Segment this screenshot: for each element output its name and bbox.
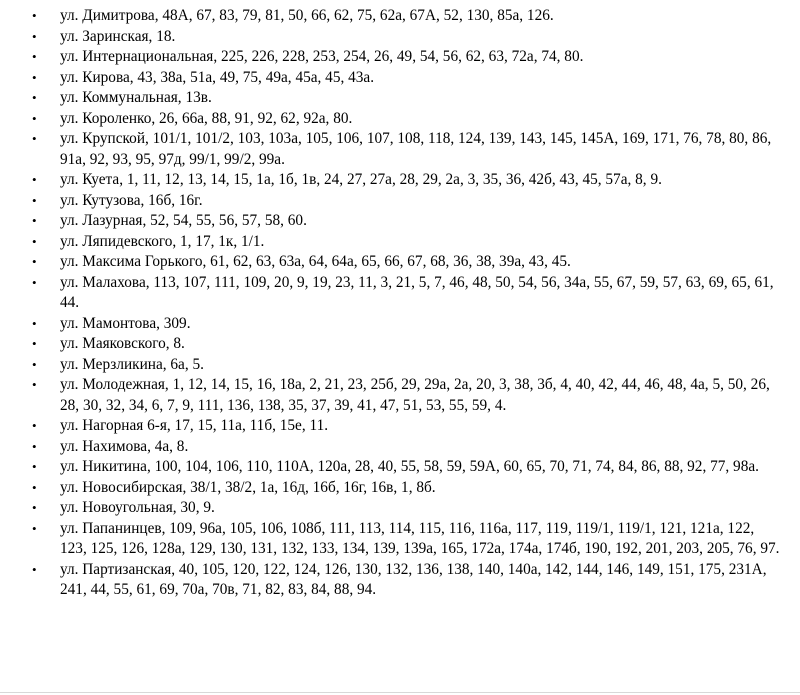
list-item [0, 416, 800, 437]
bullet-icon: • [32, 336, 37, 351]
list-item [0, 129, 800, 170]
street-entry-text: ул. Нахимова, 4а, 8. [60, 437, 189, 455]
street-entry-text: ул. Заринская, 18. [60, 27, 176, 45]
street-entry-text: ул. Куета, 1, 11, 12, 13, 14, 15, 1а, 1б, 1в, 24, 27, 27а, 28, 29, 2а, 3, 35, 36, 42б, 43, 45, 57а, 8, 9. [60, 171, 662, 188]
page-bottom-divider [0, 692, 800, 693]
bullet-icon: • [32, 274, 37, 290]
street-entry-text: ул. Интернациональная, 225, 226, 228, 253, 254, 26, 49, 54, 56, 62, 63, 72а, 74, 80. [60, 48, 584, 65]
street-entry-text: ул. Димитрова, 48А, 67, 83, 79, 81, 50, 66, 62, 75, 62а, 67А, 52, 130, 85а, 126. [60, 7, 554, 24]
list-item [0, 273, 800, 314]
street-entry-text: ул. Ляпидевского, 1, 17, 1к, 1/1. [60, 232, 265, 250]
street-entry-text: ул. Малахова, 113, 107, 111, 109, 20, 9, 19, 23, 11, 3, 21, 5, 7, 46, 48, 50, 54, 56, 34а, 55, 67, 59, 57, 63, 69, 65, 61, 44. [60, 273, 774, 311]
list-item [0, 314, 800, 335]
list-item [0, 437, 800, 458]
bullet-icon: • [32, 561, 37, 577]
street-entry-text: ул. Кирова, 43, 38а, 51а, 49, 75, 49а, 45а, 45, 43а. [60, 68, 375, 86]
bullet-icon: • [32, 438, 37, 454]
bullet-icon: • [32, 418, 37, 433]
street-entry-text: ул. Крупской, 101/1, 101/2, 103, 103а, 105, 106, 107, 108, 118, 124, 139, 143, 145, 145А, 169, 171, 76, 78, 80, 86, 91а, 92, 93, 95, 97д, 99/1, 99/2, 99а. [60, 130, 772, 168]
bullet-icon: • [32, 459, 37, 474]
bullet-icon: • [32, 90, 37, 105]
bullet-icon: • [32, 172, 37, 187]
street-entry-text: ул. Маяковского, 8. [60, 335, 185, 352]
list-item [0, 47, 800, 68]
list-item [0, 334, 800, 355]
street-entry-text: ул. Кутузова, 16б, 16г. [60, 191, 203, 209]
bullet-icon: • [32, 356, 37, 372]
list-item [0, 478, 800, 499]
street-entry-text: ул. Лазурная, 52, 54, 55, 56, 57, 58, 60. [60, 212, 307, 229]
bullet-icon: • [32, 69, 37, 85]
street-entry-text: ул. Короленко, 26, 66а, 88, 91, 92, 62, 92а, 80. [60, 109, 353, 127]
street-entry-text: ул. Нагорная 6-я, 17, 15, 11а, 11б, 15е, 11. [60, 417, 329, 434]
bullet-icon: • [32, 500, 37, 515]
list-item [0, 191, 800, 212]
list-item [0, 27, 800, 48]
bullet-icon: • [32, 254, 37, 269]
street-entry-text: ул. Никитина, 100, 104, 106, 110, 110А, 120а, 28, 40, 55, 58, 59, 59А, 60, 65, 70, 71, 74, 84, 86, 88, 92, 77, 98а. [60, 458, 759, 475]
bullet-icon: • [32, 131, 37, 146]
list-item [0, 68, 800, 89]
street-entry-text: ул. Партизанская, 40, 105, 120, 122, 124, 126, 130, 132, 136, 138, 140, 140а, 142, 144, 146, 149, 151, 175, 231А, 241, 44, 55, 61, 69, 70а, 70в, 71, 82, 83, 84, 88, 94. [60, 560, 767, 598]
bullet-icon: • [32, 233, 37, 249]
bullet-icon: • [32, 479, 37, 495]
street-entry-text: ул. Папанинцев, 109, 96а, 105, 106, 108б, 111, 113, 114, 115, 116, 116а, 117, 119, 119/1, 119/1, 121, 121а, 122, 123, 125, 126, 128а, 129, 130, 131, 132, 133, 134, 139, 139а, 165, 172а, 174а, 174б, 190, 192, 201, 203, 205, 76, 97. [60, 519, 780, 557]
bullet-icon: • [32, 520, 37, 536]
bullet-icon: • [32, 110, 37, 126]
list-item [0, 375, 800, 416]
list-item [0, 519, 800, 560]
list-item [0, 355, 800, 376]
bullet-icon: • [32, 315, 37, 331]
street-entry-text: ул. Мерзликина, 6а, 5. [60, 355, 204, 373]
street-entry-text: ул. Молодежная, 1, 12, 14, 15, 16, 18а, 2, 21, 23, 25б, 29, 29а, 2а, 20, 3, 38, 3б, 4, 40, 42, 44, 46, 48, 4а, 5, 50, 26, 28, 30, 32, 34, 6, 7, 9, 111, 136, 138, 35, 37, 39, 41, 47, 51, 53, 55, 59, 4. [60, 376, 770, 414]
street-entry-text: ул. Новосибирская, 38/1, 38/2, 1а, 16д, 16б, 16г, 16в, 1, 8б. [60, 478, 436, 496]
list-item [0, 457, 800, 478]
street-entry-text: ул. Максима Горького, 61, 62, 63, 63а, 64, 64а, 65, 66, 67, 68, 36, 38, 39а, 43, 45. [60, 253, 571, 270]
street-entry-text: ул. Новоугольная, 30, 9. [60, 499, 215, 516]
street-entry-text: ул. Мамонтова, 309. [60, 314, 191, 332]
list-item [0, 6, 800, 27]
list-item [0, 211, 800, 232]
bullet-icon: • [32, 28, 37, 44]
list-item [0, 232, 800, 253]
bullet-icon: • [32, 8, 37, 23]
bullet-icon: • [32, 192, 37, 208]
list-item [0, 170, 800, 191]
bullet-icon: • [32, 377, 37, 392]
list-item [0, 498, 800, 519]
list-item [0, 109, 800, 130]
bullet-icon: • [32, 49, 37, 64]
list-item [0, 88, 800, 109]
bullet-icon: • [32, 213, 37, 228]
street-entry-text: ул. Коммунальная, 13в. [60, 89, 212, 106]
list-item [0, 560, 800, 601]
list-item [0, 252, 800, 273]
